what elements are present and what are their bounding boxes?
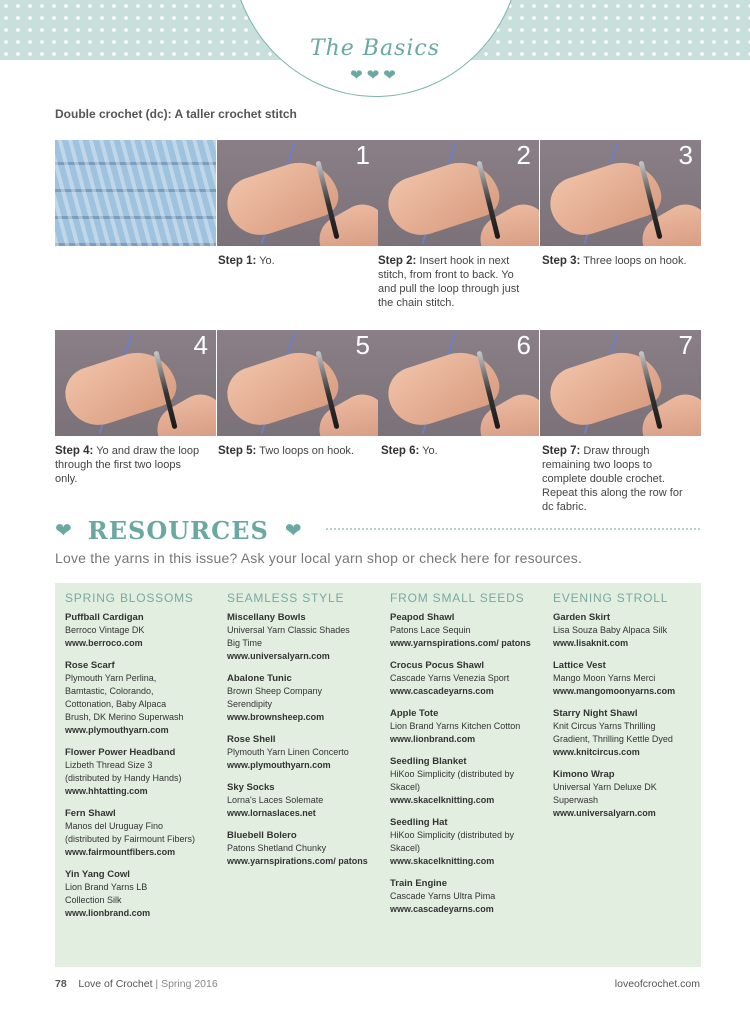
resources-intro: Love the yarns in this issue? Ask your local yarn shop or check here for resources. <box>55 550 583 566</box>
magazine-name: Love of Crochet <box>78 978 153 990</box>
step-caption-5 <box>218 444 368 458</box>
project-name: Rose Scarf <box>65 660 115 671</box>
website-link[interactable]: www.plymouthyarn.com <box>227 760 331 770</box>
yarn-info: Patons Shetland Chunky <box>227 843 327 853</box>
step-photo-6 <box>378 330 539 436</box>
step-photo-2 <box>378 140 539 246</box>
resources-title: RESOURCES <box>87 515 269 545</box>
project-name: Seedling Hat <box>390 817 448 828</box>
yarn-info: Lisa Souza Baby Alpaca Silk <box>553 625 668 635</box>
step-text: Yo. <box>422 445 438 457</box>
website-link[interactable]: www.lornaslaces.net <box>227 808 316 818</box>
resource-item <box>65 659 223 737</box>
website-link[interactable]: www.lisaknit.com <box>553 638 629 648</box>
step-photo-5 <box>217 330 378 436</box>
step-text: Yo. <box>259 255 275 267</box>
resources-heading <box>55 515 302 545</box>
yarn-info: Lion Brand Yarns LB <box>65 882 148 892</box>
yarn-info: Brown Sheep Company <box>227 686 323 696</box>
website-link[interactable]: www.knitcircus.com <box>553 747 640 757</box>
column-heading: FROM SMALL SEEDS <box>390 591 525 605</box>
website-link[interactable]: www.lionbrand.com <box>65 908 151 918</box>
step-number: 4 <box>193 330 208 360</box>
step-number: 1 <box>355 140 370 170</box>
project-name: Garden Skirt <box>553 612 611 623</box>
website-link[interactable]: www.cascadeyarns.com <box>390 904 494 914</box>
yarn-info: Lion Brand Yarns Kitchen Cotton <box>390 721 521 731</box>
step-label: Step 7: <box>542 445 581 457</box>
resource-item <box>65 746 223 798</box>
yarn-info: Berroco Vintage DK <box>65 625 145 635</box>
yarn-info: Cottonation, Baby Alpaca <box>65 699 167 709</box>
yarn-info: HiKoo Simplicity (distributed by <box>390 769 515 779</box>
website-link[interactable]: www.yarnspirations.com/ patons <box>390 638 531 648</box>
project-name: Puffball Cardigan <box>65 612 144 623</box>
yarn-info: Superwash <box>553 795 599 805</box>
yarn-info: (distributed by Fairmount Fibers) <box>65 834 196 844</box>
yarn-info: Collection Silk <box>65 895 122 905</box>
yarn-info: Brush, DK Merino Superwash <box>65 712 184 722</box>
yarn-info: Knit Circus Yarns Thrilling <box>553 721 656 731</box>
yarn-info: Manos del Uruguay Fino <box>65 821 164 831</box>
step-caption-6 <box>381 444 531 458</box>
column-heading: EVENING STROLL <box>553 591 669 605</box>
resource-column <box>65 591 223 929</box>
website-link[interactable]: www.plymouthyarn.com <box>65 725 169 735</box>
step-label: Step 6: <box>381 445 420 457</box>
resource-item <box>65 807 223 859</box>
resource-item <box>390 611 548 650</box>
website-link[interactable]: www.yarnspirations.com/ patons <box>227 856 368 866</box>
step-label: Step 4: <box>55 445 94 457</box>
yarn-info: (distributed by Handy Hands) <box>65 773 182 783</box>
resource-item <box>227 829 385 868</box>
yarn-info: Lizbeth Thread Size 3 <box>65 760 153 770</box>
project-name: Bluebell Bolero <box>227 830 297 841</box>
yarn-info: Skacel) <box>390 782 421 792</box>
step-text: Yo and draw the loop through the first two loops only. <box>55 445 200 485</box>
website-link[interactable]: www.berroco.com <box>65 638 143 648</box>
heart-icon: ❤ <box>55 519 72 542</box>
yarn-info: Plymouth Yarn Linen Concerto <box>227 747 349 757</box>
yarn-info: Big Time <box>227 638 263 648</box>
step-number: 2 <box>516 140 531 170</box>
step-text: Two loops on hook. <box>259 445 354 457</box>
project-name: Flower Power Headband <box>65 747 176 758</box>
step-photo-1 <box>217 140 378 246</box>
resource-column <box>553 591 711 829</box>
issue-label: | Spring 2016 <box>155 978 218 990</box>
step-text: Insert hook in next stitch, from front to back. Yo and pull the loop through just the chain stitch. <box>378 255 520 309</box>
section-title: The Basics <box>309 36 441 61</box>
website-link[interactable]: www.cascadeyarns.com <box>390 686 494 696</box>
step-label: Step 2: <box>378 255 417 267</box>
yarn-info: Bamtastic, Colorando, <box>65 686 154 696</box>
resource-item <box>390 707 548 746</box>
step-caption-7 <box>542 444 692 514</box>
resource-column <box>390 591 548 925</box>
yarn-info: Universal Yarn Deluxe DK <box>553 782 657 792</box>
project-name: Sky Socks <box>227 782 275 793</box>
heart-icon: ❤ <box>284 519 302 542</box>
website-link[interactable]: www.fairmountfibers.com <box>65 847 176 857</box>
resource-item <box>553 659 711 698</box>
yarn-info: Mango Moon Yarns Merci <box>553 673 656 683</box>
resource-column <box>227 591 385 877</box>
yarn-info: Serendipity <box>227 699 273 709</box>
yarn-info: HiKoo Simplicity (distributed by <box>390 830 515 840</box>
resource-item <box>553 611 711 650</box>
step-caption-1 <box>218 254 368 268</box>
resource-item <box>390 816 548 868</box>
website-link[interactable]: www.mangomoonyarns.com <box>553 686 676 696</box>
yarn-info: Plymouth Yarn Perlina, <box>65 673 157 683</box>
step-number: 7 <box>678 330 693 360</box>
step-caption-3 <box>542 254 692 268</box>
project-name: Crocus Pocus Shawl <box>390 660 484 671</box>
page-number: 78 <box>55 978 67 990</box>
resource-item <box>227 672 385 724</box>
step-photo-7 <box>540 330 701 436</box>
project-name: Kimono Wrap <box>553 769 615 780</box>
resource-item <box>553 707 711 759</box>
step-text: Draw through remaining two loops to complete double crochet. Repeat this along the row for dc fabric. <box>542 445 683 513</box>
project-name: Starry Night Shawl <box>553 708 638 719</box>
page-subtitle: Double crochet (dc): A taller crochet stitch <box>55 107 297 121</box>
resource-item <box>390 755 548 807</box>
website-link[interactable]: www.hhtatting.com <box>65 786 148 796</box>
yarn-info: Cascade Yarns Ultra Pima <box>390 891 496 901</box>
column-heading: SPRING BLOSSOMS <box>65 591 194 605</box>
yarn-info: Patons Lace Sequin <box>390 625 471 635</box>
resource-item <box>65 611 223 650</box>
project-name: Lattice Vest <box>553 660 606 671</box>
resources-box <box>55 583 701 967</box>
step-label: Step 1: <box>218 255 257 267</box>
project-name: Miscellany Bowls <box>227 612 306 623</box>
step-label: Step 5: <box>218 445 257 457</box>
yarn-info: Lorna's Laces Solemate <box>227 795 324 805</box>
project-name: Train Engine <box>390 878 448 889</box>
project-name: Peapod Shawl <box>390 612 455 623</box>
resource-item <box>227 733 385 772</box>
project-name: Yin Yang Cowl <box>65 869 130 880</box>
step-caption-2 <box>378 254 528 310</box>
project-name: Abalone Tunic <box>227 673 292 684</box>
resource-item <box>390 659 548 698</box>
project-name: Seedling Blanket <box>390 756 467 767</box>
website-link[interactable]: www.skacelknitting.com <box>390 856 495 866</box>
step-number: 5 <box>355 330 370 360</box>
yarn-info: Universal Yarn Classic Shades <box>227 625 350 635</box>
step-number: 6 <box>516 330 531 360</box>
yarn-info: Skacel) <box>390 843 421 853</box>
project-name: Apple Tote <box>390 708 439 719</box>
step-number: 3 <box>678 140 693 170</box>
step-caption-4 <box>55 444 205 486</box>
resource-item <box>227 611 385 663</box>
website-link[interactable]: www.skacelknitting.com <box>390 795 495 805</box>
resource-item <box>227 781 385 820</box>
resource-item <box>390 877 548 916</box>
project-name: Fern Shawl <box>65 808 116 819</box>
resource-item <box>553 768 711 820</box>
website-link[interactable]: www.universalyarn.com <box>227 651 330 661</box>
footer-website: loveofcrochet.com <box>614 978 700 990</box>
website-link[interactable]: www.brownsheep.com <box>227 712 325 722</box>
footer-left <box>55 978 218 990</box>
yarn-info: Gradient, Thrilling Kettle Dyed <box>553 734 673 744</box>
website-link[interactable]: www.lionbrand.com <box>390 734 476 744</box>
step-text: Three loops on hook. <box>583 255 687 267</box>
heart-icons: ❤❤❤ <box>350 67 400 84</box>
step-label: Step 3: <box>542 255 581 267</box>
project-name: Rose Shell <box>227 734 276 745</box>
step-photo-4 <box>55 330 216 436</box>
dotted-divider <box>326 528 700 530</box>
yarn-info: Cascade Yarns Venezia Sport <box>390 673 510 683</box>
website-link[interactable]: www.universalyarn.com <box>553 808 656 818</box>
column-heading: SEAMLESS STYLE <box>227 591 345 605</box>
resource-item <box>65 868 223 920</box>
swatch-photo <box>55 140 216 246</box>
step-photo-3 <box>540 140 701 246</box>
